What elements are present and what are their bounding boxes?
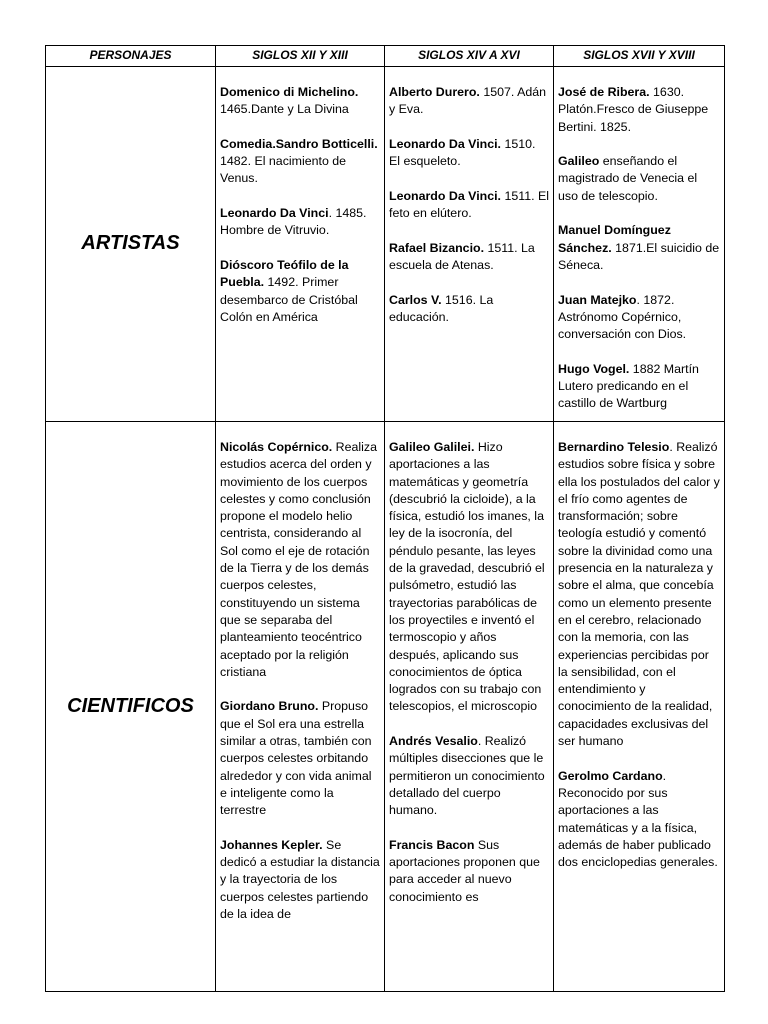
entry: Alberto Durero. 1507. Adán y Eva. [389, 85, 547, 117]
entry: Andrés Vesalio. Realizó múltiples disecciones que le permitieron un conocimiento detallado del cuerpo humano. [389, 734, 545, 818]
entry: José de Ribera. 1630. Platón.Fresco de Giuseppe Bertini. 1825. [558, 85, 709, 134]
entry: Nicolás Copérnico. Realiza estudios acerca del orden y movimiento de los cuerpos celestes y como conclusión propone el modelo helio centrista, considerando al Sol como el eje de rotación de la Tierra y de los demás cuerpos celestes, constituyendo un sistema que se separaba del planteamiento teocéntrico aceptado por la religión cristiana [220, 440, 377, 679]
entry: Leonardo Da Vinci. 1511. El feto en elútero. [389, 188, 549, 221]
entry: Gerolmo Cardano. Reconocido por sus aportaciones a las matemáticas y a la física, además de haber publicado dos enciclopedias generales. [558, 768, 718, 870]
row-label-artistas: ARTISTAS [46, 67, 216, 422]
row-cientificos [46, 422, 725, 992]
entry: Galileo Galilei. Hizo aportaciones a las matemáticas y geometría (descubrió la cicloide), a la física, estudió los imanes, la ley de la isocronía, del péndulo pesante, las leyes de la gravedad, descubrió el pulsómetro, estudió las trayectorias parabólicas de los proyectiles e inventó el termoscopio y años después, aplicando sus conocimientos de óptica logrados con su trabajo con telescopios, el microscopio [389, 440, 545, 714]
entry: Galileo enseñando el magistrado de Venecia el uso de telescopio. [558, 154, 698, 203]
cell-cientificos-xii-xiii [216, 422, 385, 992]
historical-figures-table [45, 45, 725, 992]
entry: Juan Matejko. 1872. Astrónomo Copérnico, conversación con Dios. [558, 292, 687, 342]
row-label-cientificos: CIENTIFICOS [46, 422, 216, 992]
header-siglos-xiv-xvi: SIGLOS XIV A XVI [385, 46, 554, 67]
entry: Rafael Bizancio. 1511. La escuela de Atenas. [389, 240, 535, 272]
entry: Carlos V. 1516. La educación. [389, 292, 494, 324]
cell-content [220, 439, 380, 982]
cell-content [558, 439, 720, 982]
header-siglos-xii-xiii: SIGLOS XII Y XIII [216, 46, 385, 67]
cell-artistas-xiv-xvi [385, 67, 554, 422]
entry: Bernardino Telesio. Realizó estudios sobre física y sobre ella los postulados del calor y el frío como agentes de transformación; sobre teología estudió y comentó sobre la divinidad como una presencia en la naturaleza y sobre el alma, que concebía como un elemento presente en el cerebro, relacionado con la memoria, con las experiencias percibidas por la sensibilidad, con el entendimiento y conocimiento de la realidad, capacidades exclusivas del ser humano [558, 440, 720, 749]
entry: Comedia.Sandro Botticelli. 1482. El nacimiento de Venus. [220, 136, 378, 186]
entry: Giordano Bruno. Propuso que el Sol era una estrella similar a otras, también con cuerpos celestes orbitando alrededor y con vida animal e inteligente como la terrestre [220, 699, 372, 818]
entry: Leonardo Da Vinci. 1485. Hombre de Vitruvio. [220, 206, 367, 238]
entry: Francis Bacon Sus aportaciones proponen que para acceder al nuevo conocimiento es [389, 837, 540, 904]
entry: Dióscoro Teófilo de la Puebla. 1492. Primer desembarco de Cristóbal Colón en América [220, 257, 358, 324]
cell-cientificos-xiv-xvi [385, 422, 554, 992]
cell-content [389, 439, 549, 982]
entry: Domenico di Michelino. 1465.Dante y La Divina [220, 85, 359, 117]
header-siglos-xvii-xviii: SIGLOS XVII Y XVIII [554, 46, 725, 67]
cell-artistas-xvii-xviii [554, 67, 725, 422]
row-artistas [46, 67, 725, 422]
entry: Leonardo Da Vinci. 1510. El esqueleto. [389, 136, 536, 169]
entry: Johannes Kepler. Se dedicó a estudiar la distancia y la trayectoria de los cuerpos celestes partiendo de la idea de [220, 837, 380, 922]
entry: Manuel Domínguez Sánchez. 1871.El suicidio de Séneca. [558, 223, 720, 272]
header-row [46, 46, 725, 67]
entry: Hugo Vogel. 1882 Martín Lutero predicando en el castillo de Wartburg [558, 361, 699, 411]
cell-cientificos-xvii-xviii [554, 422, 725, 992]
header-personajes: PERSONAJES [46, 46, 216, 67]
cell-artistas-xii-xiii [216, 67, 385, 422]
